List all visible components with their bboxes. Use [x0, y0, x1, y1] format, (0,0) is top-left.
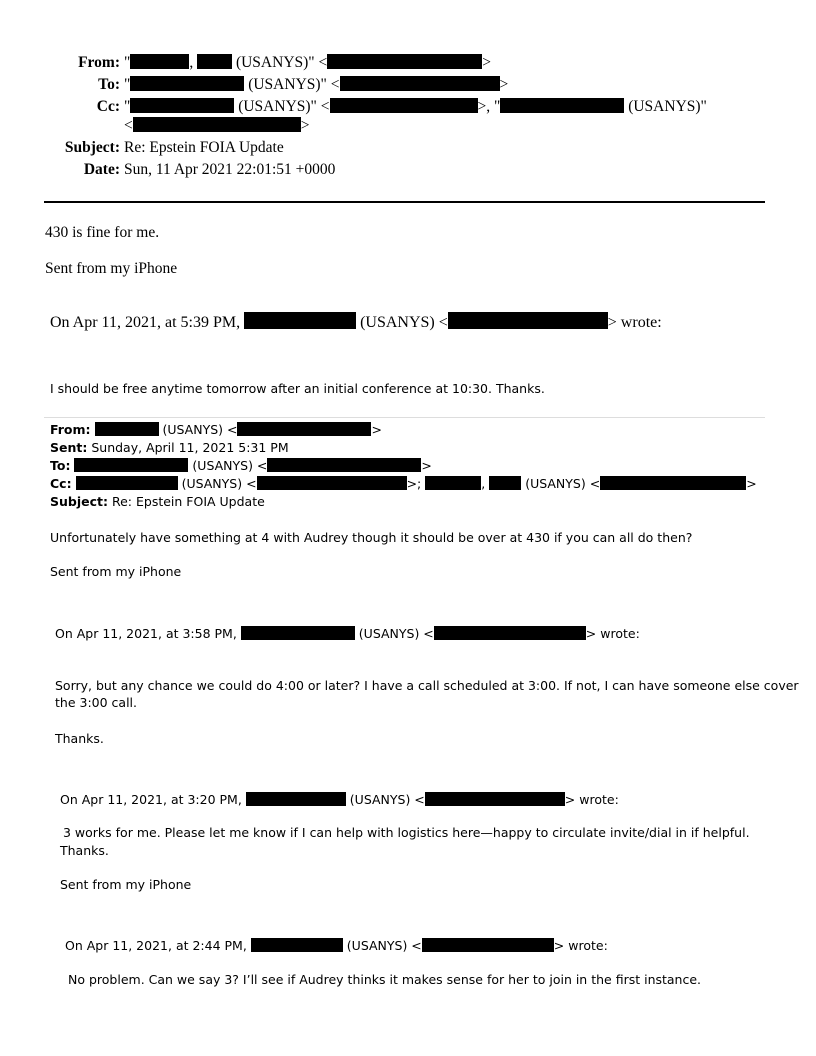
redaction [95, 422, 159, 436]
fwd-text: Unfortunately have something at 4 with Audrey though it should be over at 430 if you can all do then? [50, 530, 693, 545]
header-divider [44, 201, 765, 203]
subject-label: Subject: [64, 139, 120, 156]
reply-signature: Sent from my iPhone [45, 260, 178, 277]
fwd-from-row: From: (USANYS) < > [50, 422, 382, 437]
redaction [448, 312, 608, 329]
fwd-sent-row: Sent: Sunday, April 11, 2021 5:31 PM [50, 440, 289, 455]
redaction [130, 76, 244, 91]
to-value: " (USANYS)" < > [124, 76, 509, 93]
redaction [133, 117, 301, 132]
quote3-text-line2: Thanks. [60, 843, 109, 858]
redaction [425, 476, 481, 490]
redaction [244, 312, 356, 329]
redaction [130, 98, 234, 113]
redaction [422, 938, 554, 952]
quote4-attribution: On Apr 11, 2021, at 2:44 PM, (USANYS) < > wrote: [65, 938, 608, 953]
header-cc-row-cont: < > [124, 117, 310, 134]
redaction [327, 54, 482, 69]
quote3-signature: Sent from my iPhone [60, 877, 192, 892]
date-value: Sun, 11 Apr 2021 22:01:51 +0000 [124, 161, 336, 178]
redaction [600, 476, 746, 490]
redaction [76, 476, 178, 490]
forward-divider [44, 417, 765, 418]
redaction [257, 476, 407, 490]
fwd-signature: Sent from my iPhone [50, 564, 182, 579]
quote1-text: I should be free anytime tomorrow after an initial conference at 10:30. Thanks. [50, 381, 545, 396]
redaction [500, 98, 624, 113]
fwd-to-row: To: (USANYS) < > [50, 458, 432, 473]
date-label: Date: [83, 161, 120, 178]
redaction [340, 76, 500, 91]
from-value: " , (USANYS)" < > [124, 54, 491, 71]
redaction [434, 626, 586, 640]
redaction [489, 476, 521, 490]
quote4-text: No problem. Can we say 3? I’ll see if Audrey thinks it makes sense for her to join in the first instance. [68, 972, 702, 987]
redaction [267, 458, 421, 472]
quote2-attribution: On Apr 11, 2021, at 3:58 PM, (USANYS) < > wrote: [55, 626, 640, 641]
quote2-thanks: Thanks. [55, 731, 104, 746]
quote1-attribution: On Apr 11, 2021, at 5:39 PM, (USANYS) < > wrote: [50, 314, 662, 331]
from-label: From: [78, 54, 120, 71]
quote2-text-line2: the 3:00 call. [55, 695, 137, 710]
redaction [330, 98, 478, 113]
redaction [251, 938, 343, 952]
redaction [197, 54, 232, 69]
redaction [246, 792, 346, 806]
to-label: To: [98, 76, 120, 93]
cc-label: Cc: [96, 98, 120, 115]
fwd-subject-row: Subject: Re: Epstein FOIA Update [50, 494, 265, 509]
reply-text: 430 is fine for me. [45, 224, 160, 241]
quote2-text-line1: Sorry, but any chance we could do 4:00 or later? I have a call scheduled at 3:00. If not, I can have someone else cover [55, 678, 799, 693]
redaction [130, 54, 189, 69]
subject-value: Re: Epstein FOIA Update [124, 139, 284, 156]
redaction [241, 626, 355, 640]
quote3-text-line1: 3 works for me. Please let me know if I can help with logistics here—happy to circulate invite/dial in if helpful. [63, 825, 750, 840]
redaction [74, 458, 188, 472]
redaction [425, 792, 565, 806]
redaction [237, 422, 371, 436]
cc-value: " (USANYS)" < >, " (USANYS)" [124, 98, 707, 115]
quote3-attribution: On Apr 11, 2021, at 3:20 PM, (USANYS) < > wrote: [60, 792, 619, 807]
fwd-cc-row: Cc: (USANYS) < >; , (USANYS) < > [50, 476, 757, 491]
